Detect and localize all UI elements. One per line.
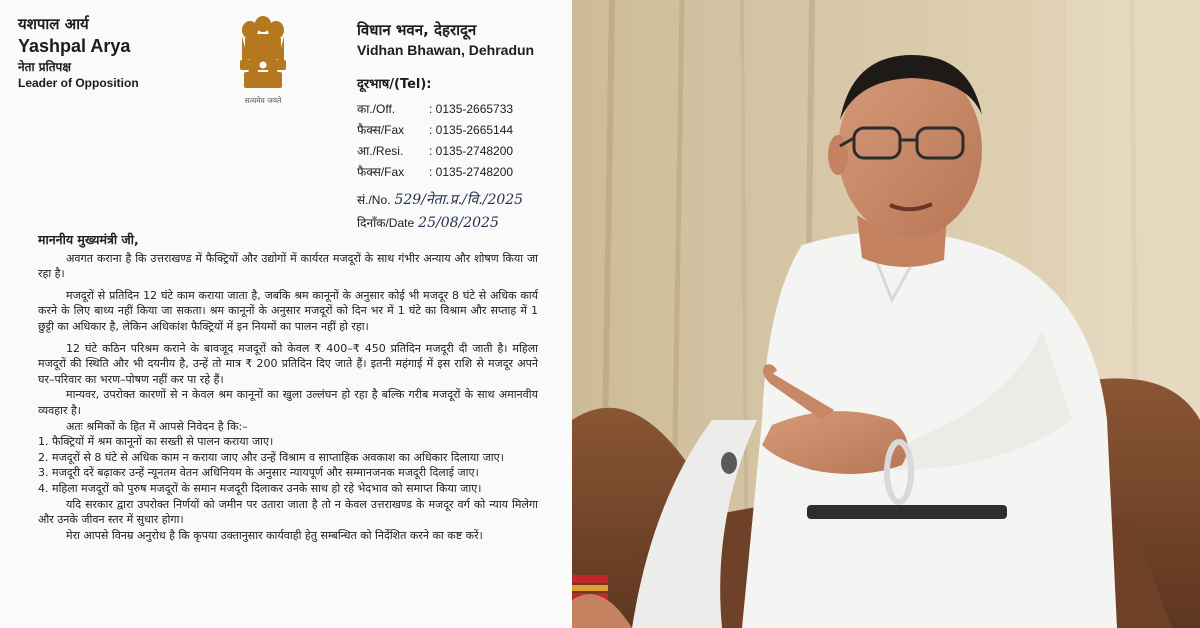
demand-item: 2. मजदूरों से 8 घंटे से अधिक काम न कराया जाए और उन्हें विश्राम व साप्ताहिक अवकाश का अधिकार दिलाया जाए। bbox=[38, 450, 504, 464]
reference-value: 529/नेता.प्र./वि./2025 bbox=[394, 192, 524, 208]
phone-label: आ./Resi. bbox=[357, 144, 404, 158]
reference-number bbox=[357, 190, 534, 210]
letter-body bbox=[38, 232, 538, 543]
date-value: 25/08/2025 bbox=[418, 215, 499, 231]
demand-item: 4. महिला मजदूरों को पुरुष मजदूरों के समान मजदूरी दिलाकर उनके साथ हो रहे भेदभाव को समाप्त किया जाए। bbox=[38, 481, 482, 495]
paragraph: अवगत कराना है कि उत्तराखण्ड में फैक्ट्रियों और उद्योगों में कार्यरत मजदूरों के साथ गंभीर अन्याय और शोषण किया जा रहा है। bbox=[38, 251, 538, 281]
phone-label: फैक्स/Fax bbox=[357, 165, 405, 179]
sender-title-hindi: नेता प्रतिपक्ष bbox=[18, 59, 71, 74]
demand-item: 3. मजदूरी दरें बढ़ाकर उन्हें न्यूनतम वेतन अधिनियम के अनुसार न्यायपूर्ण और सम्मानजनक मजदूरी दिलाई जाए। bbox=[38, 466, 479, 480]
phone-row bbox=[357, 98, 534, 119]
portrait-photo bbox=[572, 0, 1200, 628]
phone-row bbox=[357, 140, 534, 161]
reference-label: सं./No. bbox=[357, 193, 391, 207]
paragraph: मान्यवर, उपरोक्त कारणों से न केवल श्रम कानूनों का खुला उल्लंघन हो रहा है बल्कि गरीब मजदूरों के साथ अमानवीय व्यवहार है। bbox=[38, 388, 538, 417]
paragraph: मजदूरों से प्रतिदिन 12 घंटे काम कराया जाता है, जबकि श्रम कानूनों के अनुसार कोई भी मजदूर 8 घंटे से अधिक कार्य करने के लिए बाध्य नहीं किया जा सकता। श्रम कानूनों के अनुसार मजदूरों को दिन भर में 1 घंटे का विश्राम और सप्ताह में 1 छुट्टी का अधिकार है, लेकिन अधिकांश फैक्ट्रियों में इन नियमों का पालन नहीं हो रहा। bbox=[38, 288, 538, 333]
sender-name-hindi: यशपाल आर्य bbox=[18, 15, 89, 33]
salutation: माननीय मुख्यमंत्री जी, bbox=[38, 232, 139, 247]
phone-device bbox=[807, 505, 1007, 519]
ring-icon bbox=[721, 452, 737, 474]
letter-document bbox=[0, 0, 572, 628]
address-english: Vidhan Bhawan, Dehradun bbox=[357, 42, 535, 58]
sender-name-english: Yashpal Arya bbox=[18, 36, 131, 57]
phone-row bbox=[357, 119, 534, 140]
demand-item: 1. फैक्ट्रियों में श्रम कानूनों का सख्ती से पालन कराया जाए। bbox=[38, 435, 274, 449]
phone-list bbox=[357, 98, 534, 182]
address-hindi: विधान भवन, देहरादून bbox=[357, 21, 477, 39]
letterhead-address bbox=[357, 20, 534, 234]
letterhead-sender bbox=[18, 14, 139, 91]
closing-paragraph: मेरा आपसे विनम्र अनुरोध है कि कृपया उक्तानुसार कार्यवाही हेतु सम्बन्धित को निर्देशित करने का कष्ट करें। bbox=[66, 528, 483, 542]
emblem-motto: सत्यमेव जयते bbox=[244, 96, 282, 105]
phone-number: : 0135-2748200 bbox=[429, 143, 514, 158]
letter-date bbox=[357, 214, 534, 234]
tel-heading: दूरभाष/(Tel): bbox=[357, 77, 432, 92]
phone-number: : 0135-2665733 bbox=[429, 101, 514, 116]
closing-paragraph: यदि सरकार द्वारा उपरोक्त निर्णयों को जमीन पर उतारा जाता है तो न केवल उत्तराखण्ड के मजदूर वर्ग को न्याय मिलेगा और उनके जीवन स्तर में सुधार होगा। bbox=[38, 497, 538, 527]
phone-label: फैक्स/Fax bbox=[357, 123, 405, 137]
date-label: दिनाँक/Date bbox=[357, 216, 415, 230]
paragraph: 12 घंटे कठिन परिश्रम कराने के बावजूद मजदूरों को केवल ₹ 400–₹ 450 प्रतिदिन मजदूरी दी जाती है। महिला मजदूरों की स्थिति और भी दयनीय है, उन्हें तो मात्र ₹ 200 प्रतिदिन दिए जाते हैं। इतनी महंगाई में इस राशि से मजदूर अपने घर–परिवार का भरण–पोषण नहीं कर पा रहे हैं। bbox=[38, 341, 538, 386]
phone-row bbox=[357, 161, 534, 182]
sender-title-english: Leader of Opposition bbox=[18, 75, 139, 90]
phone-label: का./Off. bbox=[357, 102, 396, 116]
paragraph: अतः श्रमिकों के हित में आपसे निवेदन है कि:– bbox=[66, 419, 248, 433]
phone-number: : 0135-2665144 bbox=[429, 122, 514, 137]
national-emblem-icon bbox=[228, 10, 298, 110]
phone-number: : 0135-2748200 bbox=[429, 164, 514, 179]
